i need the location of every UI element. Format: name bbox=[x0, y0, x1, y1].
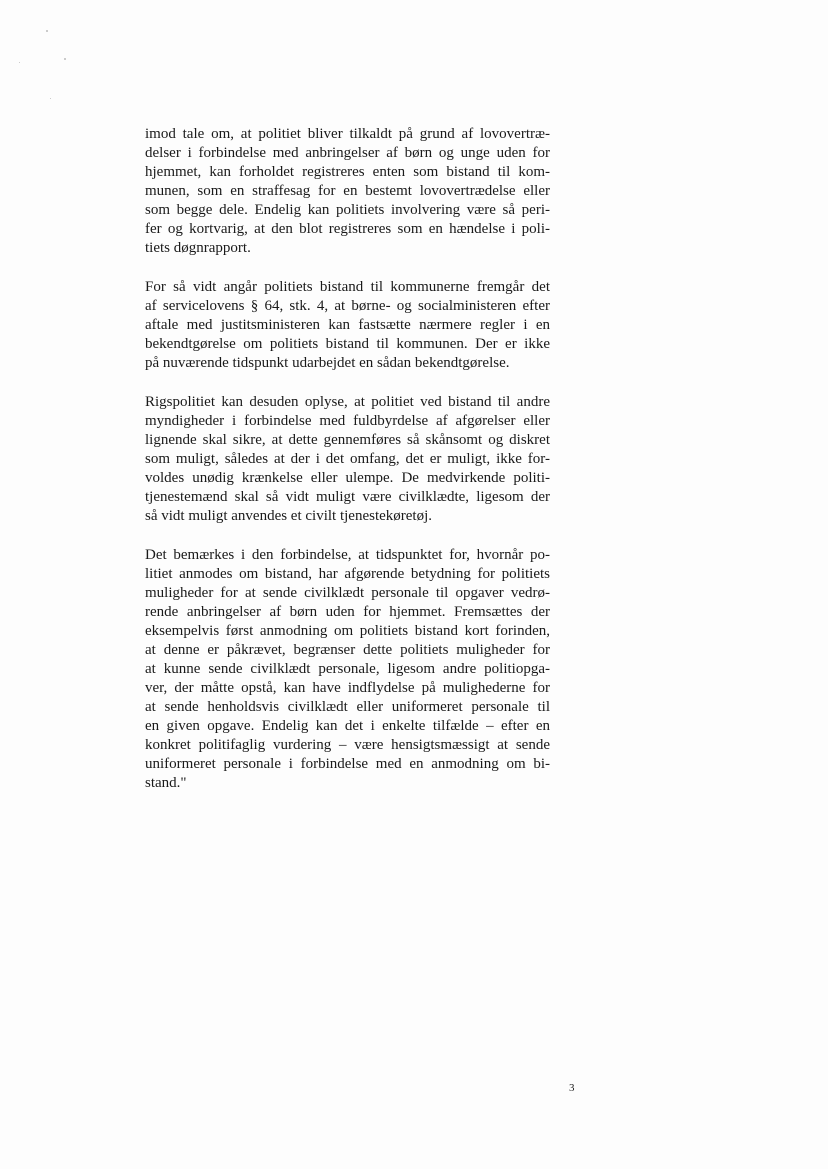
scan-speck bbox=[19, 62, 20, 63]
text-line: voldes unødig krænkelse eller ulempe. De medvirkende politi- bbox=[145, 470, 550, 486]
text-line: af servicelovens § 64, stk. 4, at børne- og socialministeren efter bbox=[145, 298, 550, 314]
scan-speck bbox=[64, 58, 66, 60]
text-line: at denne er påkrævet, begrænser dette politiets muligheder for bbox=[145, 642, 550, 658]
text-line: fer og kortvarig, at den blot registreres som en hændelse i poli- bbox=[145, 221, 550, 237]
text-line: myndigheder i forbindelse med fuldbyrdelse af afgørelser eller bbox=[145, 413, 550, 429]
body-text bbox=[145, 125, 550, 813]
text-line: konkret politifaglig vurdering – være hensigtsmæssigt at sende bbox=[145, 737, 550, 753]
text-line: på nuværende tidspunkt udarbejdet en sådan bekendtgørelse. bbox=[145, 355, 510, 371]
page-number: 3 bbox=[569, 1082, 575, 1094]
text-line: som muligt, således at der i det omfang, det er muligt, ikke for- bbox=[145, 451, 550, 467]
text-line: at kunne sende civilklædt personale, ligesom andre politiopga- bbox=[145, 661, 550, 677]
text-line: munen, som en straffesag for en bestemt lovovertrædelse eller bbox=[145, 183, 550, 199]
text-line: rende anbringelser af børn uden for hjemmet. Fremsættes der bbox=[145, 604, 550, 620]
text-line: en given opgave. Endelig kan det i enkelte tilfælde – efter en bbox=[145, 718, 550, 734]
paragraph bbox=[145, 125, 550, 258]
text-line: For så vidt angår politiets bistand til kommunerne fremgår det bbox=[145, 279, 550, 295]
text-line: som begge dele. Endelig kan politiets involvering være så peri- bbox=[145, 202, 550, 218]
text-line: imod tale om, at politiet bliver tilkaldt på grund af lovovertræ- bbox=[145, 126, 550, 142]
text-line: litiet anmodes om bistand, har afgørende betydning for politiets bbox=[145, 566, 550, 582]
paragraph bbox=[145, 278, 550, 373]
text-line: ver, der måtte opstå, kan have indflydelse på mulighederne for bbox=[145, 680, 550, 696]
text-line: bekendtgørelse om politiets bistand til kommunen. Der er ikke bbox=[145, 336, 550, 352]
text-line: Det bemærkes i den forbindelse, at tidspunktet for, hvornår po- bbox=[145, 547, 550, 563]
text-line: stand." bbox=[145, 775, 187, 791]
paragraph bbox=[145, 546, 550, 793]
text-line: hjemmet, kan forholdet registreres enten som bistand til kom- bbox=[145, 164, 550, 180]
text-line: at sende henholdsvis civilklædt eller uniformeret personale til bbox=[145, 699, 550, 715]
text-line: uniformeret personale i forbindelse med en anmodning om bi- bbox=[145, 756, 550, 772]
paragraph bbox=[145, 393, 550, 526]
text-line: tiets døgnrapport. bbox=[145, 240, 251, 256]
text-line: aftale med justitsministeren kan fastsætte nærmere regler i en bbox=[145, 317, 550, 333]
text-line: lignende skal sikre, at dette gennemføres så skånsomt og diskret bbox=[145, 432, 550, 448]
text-line: Rigspolitiet kan desuden oplyse, at politiet ved bistand til andre bbox=[145, 394, 550, 410]
text-line: muligheder for at sende civilklædt personale til opgaver vedrø- bbox=[145, 585, 550, 601]
text-line: så vidt muligt anvendes et civilt tjenestekøretøj. bbox=[145, 508, 433, 524]
text-line: delser i forbindelse med anbringelser af børn og unge uden for bbox=[145, 145, 550, 161]
scan-speck bbox=[46, 30, 48, 32]
text-line: tjenestemænd skal så vidt muligt være civilklædte, ligesom der bbox=[145, 489, 550, 505]
scan-speck bbox=[50, 98, 51, 99]
text-line: eksempelvis først anmodning om politiets bistand kort forinden, bbox=[145, 623, 550, 639]
